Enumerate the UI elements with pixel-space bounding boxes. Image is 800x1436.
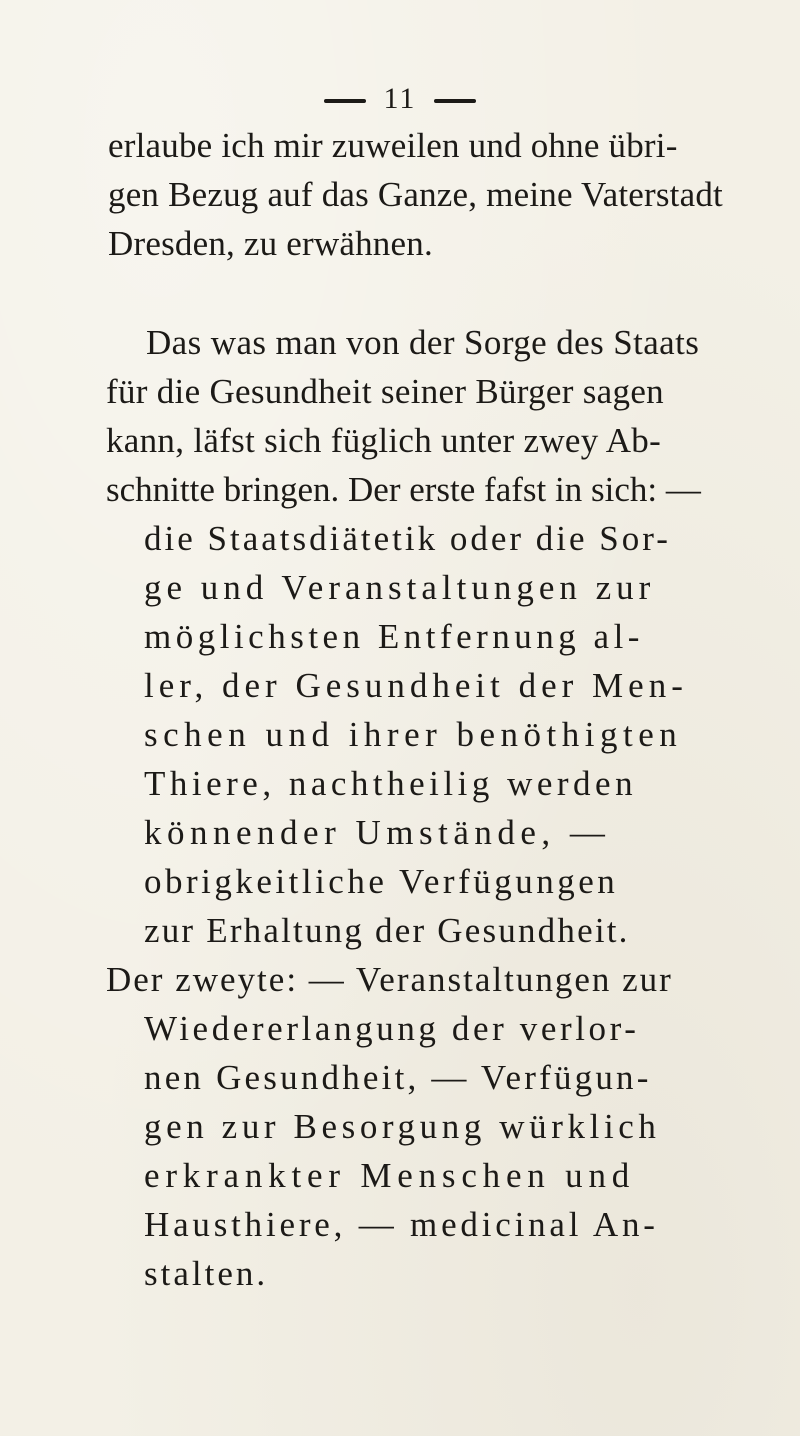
right-rule: [434, 99, 476, 103]
text-line: Das was man von der Sorge des Staats: [146, 323, 700, 362]
text-line: stalten.: [144, 1254, 269, 1293]
text-line: schen und ihrer benöthigten: [144, 715, 683, 754]
text-line: schnitte bringen. Der erste fafst in sich: —: [106, 470, 701, 509]
text-line: Dresden, zu erwähnen.: [108, 224, 433, 263]
page-header: [0, 82, 800, 116]
text-line: Wiedererlangung der verlor-: [144, 1009, 640, 1048]
text-line: erlaube ich mir zuweilen und ohne übri-: [108, 126, 678, 165]
text-line: ge und Veranstaltungen zur: [144, 568, 656, 607]
page-number: 11: [383, 82, 417, 115]
text-line: gen Bezug auf das Ganze, meine Vaterstadt: [108, 175, 723, 214]
text-line: Thiere, nachtheilig werden: [144, 764, 638, 803]
text-line: die Staatsdiätetik oder die Sor-: [144, 519, 671, 558]
text-line: gen zur Besorgung würklich: [144, 1107, 661, 1146]
text-line: nen Gesundheit, — Verfügun-: [144, 1058, 652, 1097]
text-line: Der zweyte: — Veranstaltungen zur: [106, 960, 673, 999]
text-line: kann, läfst sich füglich unter zwey Ab-: [106, 421, 662, 460]
text-line: Hausthiere, — medicinal An-: [144, 1205, 659, 1244]
text-line: ler, der Gesundheit der Men-: [144, 666, 688, 705]
left-rule: [324, 99, 366, 103]
text-line: zur Erhaltung der Gesundheit.: [144, 911, 630, 950]
text-line: könnender Umstände, —: [144, 813, 611, 852]
text-line: möglichsten Entfernung al-: [144, 617, 644, 656]
text-line: erkrankter Menschen und: [144, 1156, 636, 1195]
text-line: für die Gesundheit seiner Bürger sagen: [106, 372, 664, 411]
text-line: obrigkeitliche Verfügungen: [144, 862, 619, 901]
